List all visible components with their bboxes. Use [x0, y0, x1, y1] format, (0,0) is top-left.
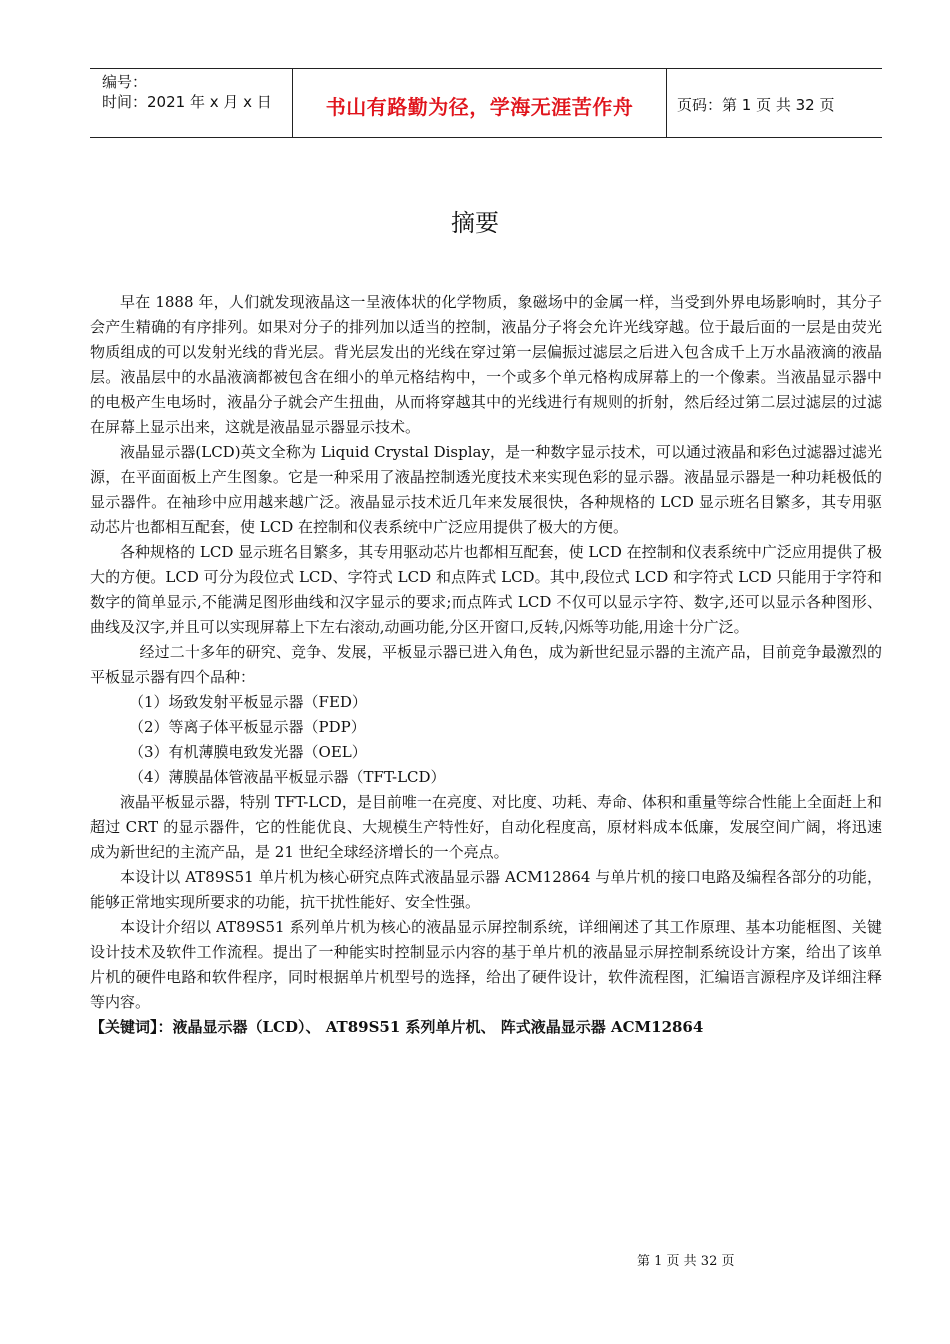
time-label: 时间：2021 年 x 月 x 日 — [102, 93, 272, 111]
keywords-line: 【关键词】：液晶显示器（LCD）、 AT89S51 系列单片机、 阵式液晶显示器 ACM12864 — [90, 1018, 704, 1036]
header-info-cell — [90, 69, 293, 137]
paragraph: 各种规格的 LCD 显示班名目繁多，其专用驱动芯片也都相互配套，使 LCD 在控制和仪表系统中广泛应用提供了极大的方便。LCD 可分为段位式 LCD、字符式 LCD 和点阵式 LCD。其中,段位式 LCD 和字符式 LCD 只能用于字符和数字的简单显示,不能满足图形曲线和汉字显示的要求;而点阵式 LCD 不仅可以显示字符、数字,还可以显示各种图形、曲线及汉字,并且可以实现屏幕上下左右滚动,动画功能,分区开窗口,反转,闪烁等功能,用途十分广泛。 — [90, 543, 882, 636]
document-header — [90, 68, 882, 138]
list-item: （4）薄膜晶体管液晶平板显示器（TFT-LCD） — [129, 768, 446, 786]
abstract-body — [90, 290, 882, 1040]
paragraph: 液晶平板显示器，特别 TFT-LCD，是目前唯一在亮度、对比度、功耗、寿命、体积和重量等综合性能上全面赶上和超过 CRT 的显示器件，它的性能优良、大规模生产特性好，自动化程度高，原材料成本低廉，发展空间广阔，将迅速成为新世纪的主流产品，是 21 世纪全球经济增长的一个亮点。 — [90, 793, 882, 861]
paragraph: 早在 1888 年，人们就发现液晶这一呈液体状的化学物质，象磁场中的金属一样，当受到外界电场影响时，其分子会产生精确的有序排列。如果对分子的排列加以适当的控制，液晶分子将会允许光线穿越。位于最后面的一层是由荧光物质组成的可以发射光线的背光层。背光层发出的光线在穿过第一层偏振过滤层之后进入包含成千上万水晶液滴的液晶层。液晶层中的水晶液滴都被包含在细小的单元格结构中，一个或多个单元格构成屏幕上的一个像素。当液晶显示器中的电极产生电场时，液晶分子就会产生扭曲，从而将穿越其中的光线进行有规则的折射，然后经过第二层过滤层的过滤在屏幕上显示出来，这就是液晶显示器显示技术。 — [90, 293, 882, 436]
page-code: 页码：第 1 页 共 32 页 — [677, 96, 835, 114]
list-item: （3）有机薄膜电致发光器（OEL） — [129, 743, 367, 761]
motto-text: 书山有路勤为径，学海无涯苦作舟 — [325, 95, 634, 119]
paragraph: 本设计以 AT89S51 单片机为核心研究点阵式液晶显示器 ACM12864 与单片机的接口电路及编程各部分的功能，能够正常地实现所要求的功能，抗干扰性能好、安全性强。 — [90, 868, 882, 911]
number-label: 编号： — [102, 73, 148, 91]
paragraph: 经过二十多年的研究、竞争、发展，平板显示器已进入角色，成为新世纪显示器的主流产品，目前竞争最激烈的平板显示器有四个品种： — [90, 643, 882, 686]
page-footer: 第 1 页 共 32 页 — [637, 1254, 735, 1269]
page-title: 摘要 — [451, 209, 499, 237]
list-item: （1）场致发射平板显示器（FED） — [129, 693, 367, 711]
header-motto-cell — [293, 69, 667, 137]
list-item: （2）等离子体平板显示器（PDP） — [129, 718, 366, 736]
paragraph: 液晶显示器(LCD)英文全称为 Liquid Crystal Display，是一种数字显示技术，可以通过液晶和彩色过滤器过滤光源，在平面面板上产生图象。它是一种采用了液晶控制透光度技术来实现色彩的显示器。液晶显示器是一种功耗极低的显示器件。在袖珍中应用越来越广泛。液晶显示技术近几年来发展很快，各种规格的 LCD 显示班名目繁多，其专用驱动芯片也都相互配套，使 LCD 在控制和仪表系统中广泛应用提供了极大的方便。 — [90, 443, 882, 536]
header-page-cell — [667, 69, 882, 137]
paragraph: 本设计介绍以 AT89S51 系列单片机为核心的液晶显示屏控制系统，详细阐述了其工作原理、基本功能框图、关键设计技术及软件工作流程。提出了一种能实时控制显示内容的基于单片机的液晶显示屏控制系统设计方案，给出了该单片机的硬件电路和软件程序，同时根据单片机型号的选择，给出了硬件设计，软件流程图，汇编语言源程序及详细注释等内容。 — [90, 918, 882, 1011]
